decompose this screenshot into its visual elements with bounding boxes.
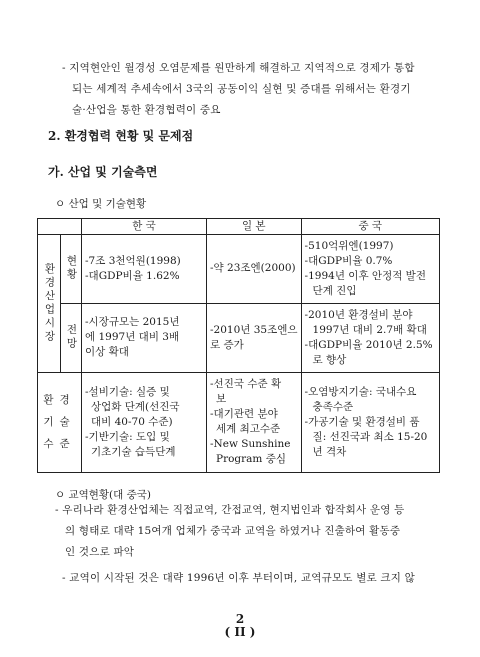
header-china: 중 국 (301, 219, 439, 235)
table-cell-line: 이상 확대 (85, 346, 129, 359)
industry-status-bullet: ㅇ 산업 및 기술현황 (55, 198, 147, 210)
table-cell-line: -시장규모는 2015년 (85, 316, 180, 329)
table-cell-line: 에 1997년 대비 3배 (85, 331, 180, 344)
trade-status-bullet: ㅇ 교역현황(대 중국) (55, 489, 152, 501)
japan-current-cell (207, 235, 302, 304)
trade-line-1: - 우리나라 환경산업체는 직접교역, 간접교역, 현지법인과 합작회사 운영 등 (55, 504, 405, 516)
table-cell-line: 대비 40-70 수준) (91, 415, 173, 428)
table-cell-line: -대GDP비율 2010년 2.5% (304, 338, 433, 351)
intro-line-3: 술·산업을 통한 환경협력이 중요 (72, 104, 221, 116)
table-cell-line: -약 23조엔(2000) (210, 262, 296, 275)
table-cell-line: -1994년 이후 안정적 발전 (304, 269, 426, 282)
china-tech-cell (301, 372, 439, 473)
japan-outlook-cell (207, 303, 302, 372)
table-cell-line: Program 중심 (216, 453, 286, 466)
china-outlook-cell (301, 303, 439, 372)
table-cell-line: -설비기술: 실증 및 (85, 385, 170, 398)
table-cell-line: 상업화 단계(선진국 (91, 400, 180, 413)
table-cell-line: 단계 진입 (312, 284, 357, 297)
table-cell-line: -기반기술: 도입 및 (85, 430, 170, 443)
intro-paragraph (62, 58, 442, 121)
table-cell-line: 보 (216, 393, 227, 406)
table-cell-line: 년 격차 (312, 445, 347, 458)
header-korea: 한 국 (82, 219, 207, 235)
table-cell-line: 로 향상 (312, 353, 347, 366)
table-cell-line: -선진국 수준 확 (210, 378, 282, 391)
header-japan: 일 본 (207, 219, 302, 235)
table-cell-line: -2010년 환경설비 분야 (304, 308, 413, 321)
table-cell-line: -7조 3천억원(1998) (85, 254, 181, 267)
current-label: 현황 (61, 235, 82, 304)
table-cell-line: -2010년 35조엔으 (210, 323, 298, 336)
table-cell-line: -New Sunshine (210, 438, 291, 451)
table-row-tech-level (38, 372, 440, 473)
table-cell-line: 세계 최고수준 (216, 423, 281, 436)
table-row-outlook (38, 303, 440, 372)
industry-comparison-table (37, 218, 440, 473)
table-cell-line: 충족수준 (312, 400, 354, 413)
korea-tech-cell (82, 372, 207, 473)
intro-line-1: - 지역현안인 월경성 오염문제를 원만하게 해결하고 지역적으로 경제가 통합 (62, 62, 415, 74)
page-number: 2 (235, 612, 245, 626)
korea-outlook-cell (82, 303, 207, 372)
table-cell-line: -오염방지기술: 국내수요 (304, 385, 417, 398)
table-cell-line: -대기관련 분야 (210, 408, 278, 421)
tech-level-label: 환경기술수준 (38, 372, 82, 473)
table-cell-line: 질: 선진국과 최소 15-20 (312, 430, 428, 443)
table-cell-line: -가공기술 및 환경설비 품 (304, 415, 420, 428)
table-cell-line: 1997년 대비 2.7배 확대 (312, 323, 427, 336)
table-cell-line: 기초기술 습득단계 (91, 445, 176, 458)
trade-line-2: 의 형태로 대략 15여개 업체가 중국과 교역을 하였거나 진출하여 활동중 (65, 525, 401, 537)
subsection-heading: 가. 산업 및 기술측면 (48, 165, 158, 179)
outlook-label: 전망 (61, 303, 82, 372)
trade-paragraph-2: - 교역이 시작된 것은 대략 1996년 이후 부터이며, 교역규모도 별로 크지 않 (62, 572, 415, 584)
table-row-current (38, 235, 440, 304)
table-header-row (38, 219, 440, 235)
trade-line-3: 인 것으로 파악 (65, 546, 135, 558)
china-current-cell (301, 235, 439, 304)
intro-line-2: 되는 세계적 추세속에서 3국의 공동이익 실현 및 증대를 위해서는 환경기 (72, 83, 411, 95)
table-cell-line: -대GDP비율 0.7% (304, 254, 393, 267)
section-heading: 2. 환경협력 현황 및 문제점 (48, 129, 194, 143)
table-cell-line: 로 증가 (210, 338, 244, 351)
trade-paragraph (55, 500, 445, 563)
table-corner-cell (38, 219, 82, 235)
japan-tech-cell (207, 372, 302, 473)
table-cell-line: -510억위엔(1997) (304, 239, 394, 252)
korea-current-cell (82, 235, 207, 304)
table-cell-line: -대GDP비율 1.62% (85, 269, 180, 282)
section-mark: ( II ) (224, 625, 256, 639)
env-market-label: 환경산업시장 (38, 235, 61, 373)
